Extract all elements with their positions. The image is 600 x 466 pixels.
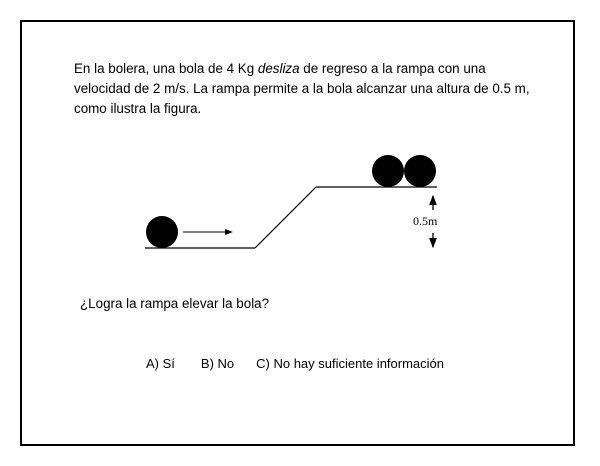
ball-bottom [146, 216, 178, 248]
problem-text-after: de regreso a la rampa con una velocidad de 2 m/s. La rampa permite a la bola alcanzar una altura de 0.5 m, como ilustra la figura. [74, 61, 530, 116]
problem-emphasis: desliza [257, 61, 300, 76]
option-c: C) No hay suficiente información [256, 356, 444, 371]
ball-top-left [372, 155, 404, 187]
ramp-incline [255, 187, 316, 248]
answer-options [146, 356, 444, 371]
height-label: 0.5m [413, 214, 438, 228]
question-text: ¿Logra la rampa elevar la bola? [80, 296, 270, 311]
option-a: A) Sí [146, 356, 175, 371]
ball-top-right [404, 155, 436, 187]
option-b: B) No [200, 356, 235, 371]
problem-text-before: En la bolera, una bola de 4 Kg [74, 61, 258, 76]
